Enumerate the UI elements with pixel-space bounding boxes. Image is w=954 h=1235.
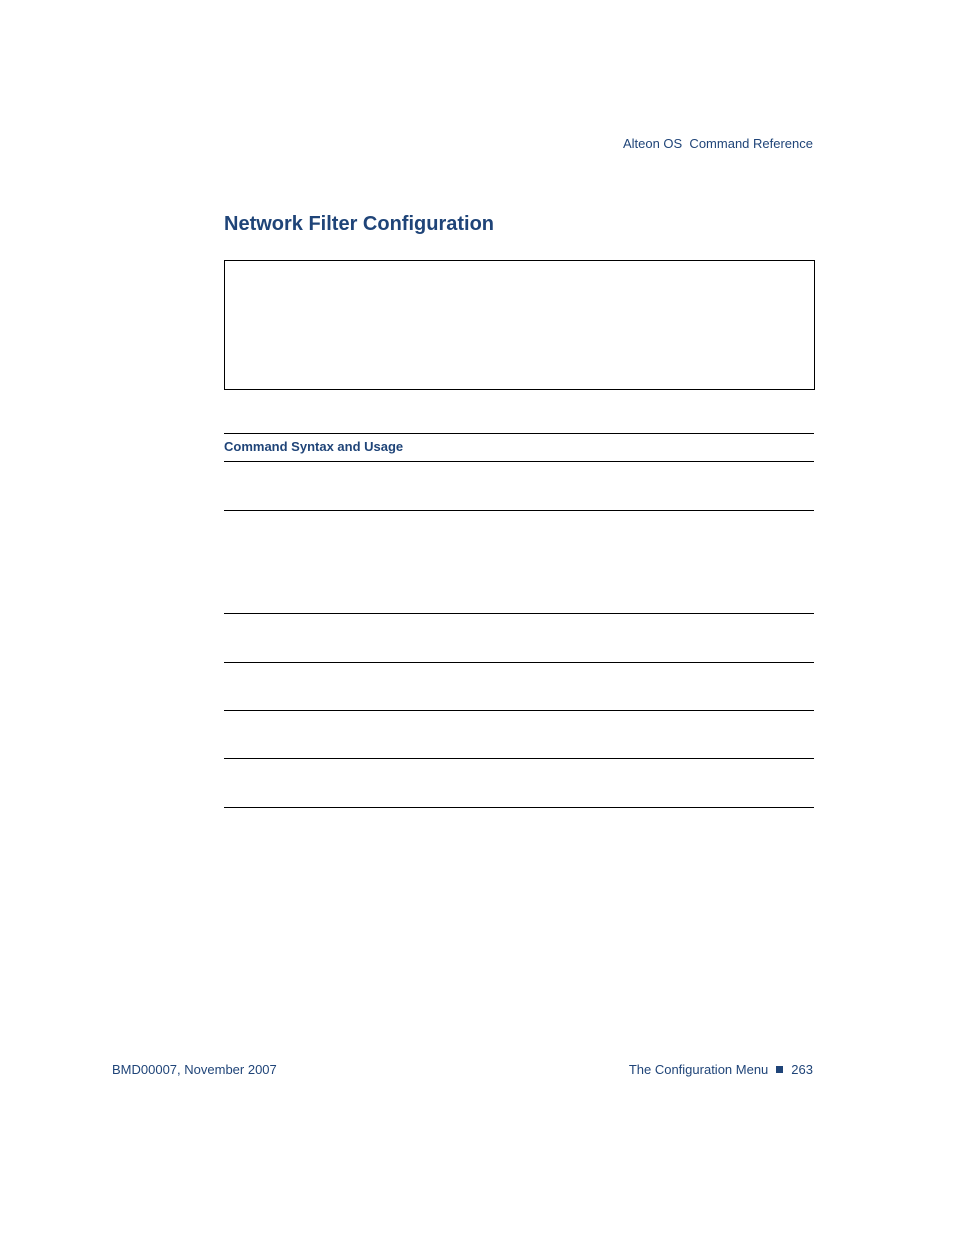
running-header: Alteon OS Command Reference xyxy=(622,136,813,151)
table-row xyxy=(224,759,814,808)
table-row xyxy=(224,663,814,711)
table-row xyxy=(224,614,814,663)
footer-chapter: The Configuration Menu xyxy=(628,1062,769,1077)
page-number: 263 xyxy=(791,1062,813,1077)
table-row xyxy=(224,462,814,511)
footer-page-info xyxy=(629,1062,813,1077)
table-row xyxy=(224,511,814,614)
menu-listing-box xyxy=(224,260,815,390)
table-row xyxy=(224,711,814,759)
footer-doc-id: BMD00007, November 2007 xyxy=(112,1062,277,1077)
command-syntax-table xyxy=(224,433,814,808)
table-header: Command Syntax and Usage xyxy=(224,433,814,462)
square-bullet-icon xyxy=(776,1066,783,1073)
section-title: Network Filter Configuration xyxy=(224,213,494,235)
